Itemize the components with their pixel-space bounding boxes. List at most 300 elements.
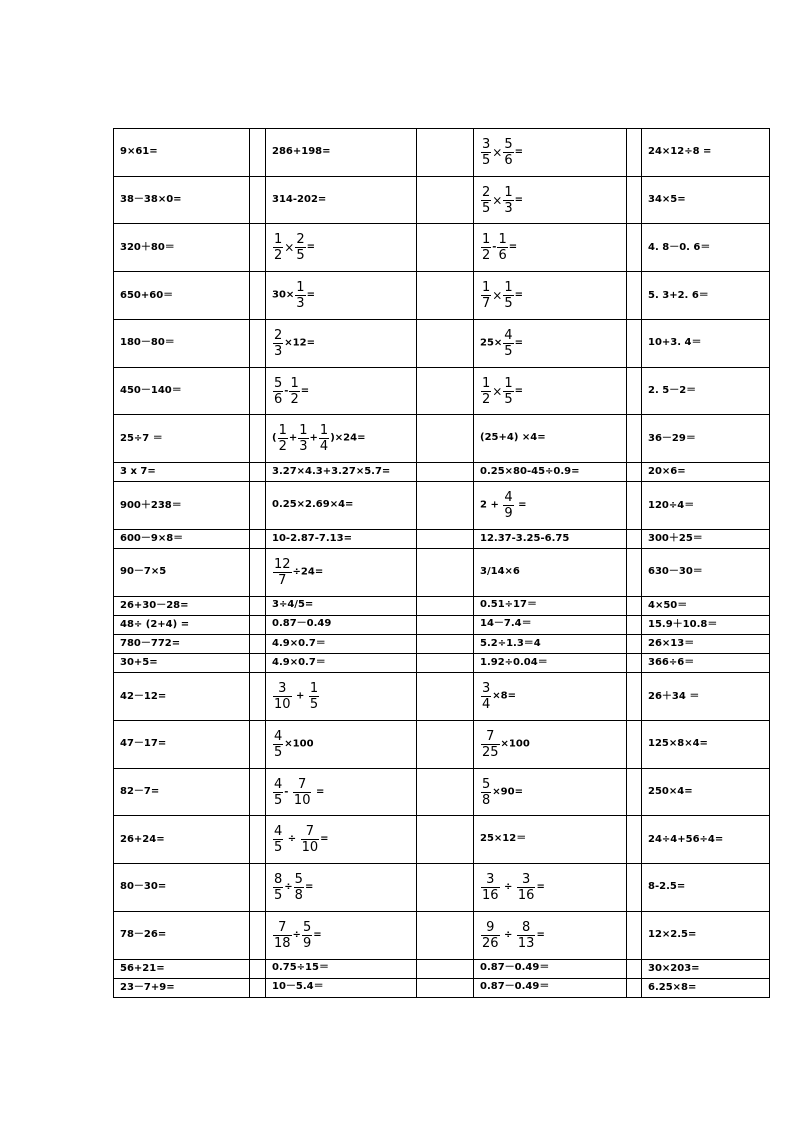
problem-col3: [474, 816, 627, 864]
problem-col2: [266, 654, 417, 673]
problem-col3: [474, 978, 627, 997]
problem-col4: 6.25×8=: [642, 978, 770, 997]
denominator: 5: [309, 697, 319, 713]
answer-gap-col3: [627, 319, 642, 367]
expression-text: 2 +: [480, 499, 503, 511]
numerator: 2: [296, 232, 305, 248]
answer-gap-col1: [250, 768, 266, 816]
denominator: 9: [504, 506, 513, 522]
numerator: 1: [482, 375, 491, 391]
problem-col2: [266, 816, 417, 864]
problem-col2: [266, 319, 417, 367]
table-row: [114, 615, 770, 634]
expression-text: 0.25×2.69×4=: [272, 499, 354, 511]
numerator: 4: [504, 327, 513, 343]
problem-col4: 366÷6＝: [642, 654, 770, 673]
denominator: 6: [504, 152, 513, 168]
expression-text: 0.87－0.49: [272, 618, 332, 630]
problem-col4: 15.9＋10.8＝: [642, 615, 770, 634]
answer-gap-col1: [250, 978, 266, 997]
numerator: 1: [504, 280, 513, 296]
problem-col1: 23－7+9=: [114, 978, 250, 997]
denominator: 5: [504, 343, 513, 359]
denominator: 6: [498, 248, 507, 264]
denominator: 10: [293, 792, 311, 808]
fraction: [481, 873, 500, 902]
numerator: 4: [274, 728, 283, 744]
arithmetic-worksheet-table: [113, 128, 770, 998]
denominator: 3: [504, 200, 513, 216]
expression-text: =: [313, 929, 322, 941]
numerator: 3: [481, 873, 500, 888]
problem-col2: [266, 596, 417, 615]
expression-text: 4.9×0.7＝: [272, 637, 326, 649]
problem-col4: 24×12÷8 =: [642, 129, 770, 177]
fraction: [301, 825, 320, 854]
problem-col4: 10+3. 4＝: [642, 319, 770, 367]
problem-col1: 47－17=: [114, 720, 250, 768]
numerator: 8: [517, 921, 536, 936]
table-row: [114, 463, 770, 482]
fraction: [517, 921, 536, 950]
problem-col2: [266, 768, 417, 816]
answer-gap-col1: [250, 367, 266, 415]
answer-gap-col2: [417, 978, 474, 997]
answer-gap-col3: [627, 864, 642, 912]
problem-col1: 48÷ (2+4) =: [114, 615, 250, 634]
denominator: 2: [274, 248, 283, 264]
expression-text: =: [536, 929, 545, 941]
fraction: [273, 825, 283, 854]
problem-col2: [266, 415, 417, 463]
answer-gap-col3: [627, 529, 642, 548]
answer-gap-col2: [417, 549, 474, 597]
answer-gap-col2: [417, 129, 474, 177]
expression-text: =: [508, 241, 518, 253]
answer-gap-col1: [250, 959, 266, 978]
fraction: [503, 281, 513, 310]
numerator: 3: [482, 681, 491, 697]
problem-col3: [474, 768, 627, 816]
answer-gap-col1: [250, 529, 266, 548]
answer-gap-col1: [250, 615, 266, 634]
numerator: 3: [482, 136, 491, 152]
fraction: [273, 558, 292, 587]
problem-col1: 42－12=: [114, 673, 250, 721]
fraction: [302, 921, 312, 950]
numerator: 12: [274, 556, 291, 572]
denominator: 13: [517, 935, 535, 951]
expression-text: =: [514, 289, 524, 301]
table-row: [114, 959, 770, 978]
fraction: [481, 281, 491, 310]
expression-text: 0.87－0.49＝: [480, 962, 550, 974]
table-row: [114, 673, 770, 721]
numerator: 8: [274, 871, 283, 887]
denominator: 18: [274, 935, 291, 951]
problem-col3: [474, 224, 627, 272]
numerator: 3: [273, 682, 292, 697]
problem-col1: 30+5=: [114, 654, 250, 673]
problem-col4: 630－30＝: [642, 549, 770, 597]
problem-col2: [266, 634, 417, 653]
fraction: [481, 233, 491, 262]
problem-col3: [474, 959, 627, 978]
answer-gap-col1: [250, 720, 266, 768]
expression-text: (: [272, 432, 277, 444]
problem-col4: 120÷4＝: [642, 482, 770, 530]
answer-gap-col2: [417, 673, 474, 721]
answer-gap-col2: [417, 615, 474, 634]
expression-text: ×: [492, 288, 503, 303]
answer-gap-col1: [250, 654, 266, 673]
problem-col1: 9×61=: [114, 129, 250, 177]
answer-gap-col2: [417, 720, 474, 768]
denominator: 4: [482, 697, 491, 713]
problem-col1: 650+60＝: [114, 272, 250, 320]
answer-gap-col3: [627, 176, 642, 224]
problem-col4: 20×6=: [642, 463, 770, 482]
fraction: [295, 233, 305, 262]
answer-gap-col1: [250, 482, 266, 530]
expression-text: 1.92÷0.04＝: [480, 656, 548, 668]
fraction: [503, 186, 513, 215]
answer-gap-col3: [627, 482, 642, 530]
answer-gap-col2: [417, 768, 474, 816]
problem-col3: [474, 654, 627, 673]
problem-col2: [266, 911, 417, 959]
problem-col4: 4. 8－0. 6＝: [642, 224, 770, 272]
numerator: 3: [517, 873, 536, 888]
answer-gap-col1: [250, 911, 266, 959]
answer-gap-col3: [627, 816, 642, 864]
expression-text: ×: [492, 193, 503, 208]
numerator: 1: [309, 681, 319, 697]
expression-text: ×100: [284, 738, 314, 750]
denominator: 7: [278, 572, 287, 588]
fraction: [481, 377, 491, 406]
expression-text: ×100: [500, 738, 530, 750]
answer-gap-col3: [627, 415, 642, 463]
fraction: [278, 424, 288, 453]
answer-gap-col2: [417, 463, 474, 482]
answer-gap-col3: [627, 720, 642, 768]
answer-gap-col2: [417, 596, 474, 615]
answer-gap-col2: [417, 654, 474, 673]
table-row: [114, 864, 770, 912]
table-row: [114, 768, 770, 816]
numerator: 5: [302, 919, 312, 935]
fraction: [273, 233, 283, 262]
fraction: [319, 424, 329, 453]
expression-text: 14－7.4＝: [480, 618, 532, 630]
answer-gap-col1: [250, 415, 266, 463]
denominator: 10: [274, 697, 291, 713]
numerator: 2: [274, 327, 283, 343]
table-row: [114, 720, 770, 768]
answer-gap-col3: [627, 129, 642, 177]
expression-text: 10－5.4＝: [272, 981, 324, 993]
problem-col2: [266, 482, 417, 530]
fraction: [481, 730, 500, 759]
expression-text: =: [300, 385, 310, 397]
table-row: [114, 415, 770, 463]
expression-text: 0.87－0.49＝: [480, 981, 550, 993]
numerator: 4: [504, 490, 513, 506]
expression-text: =: [514, 385, 524, 397]
problem-col4: 36－29＝: [642, 415, 770, 463]
expression-text: ÷24=: [292, 566, 324, 578]
answer-gap-col1: [250, 272, 266, 320]
numerator: 1: [498, 232, 507, 248]
denominator: 5: [274, 744, 283, 760]
numerator: 1: [504, 375, 513, 391]
expression-text: (25+4) ×4=: [480, 432, 546, 444]
fraction: [481, 778, 491, 807]
answer-gap-col3: [627, 978, 642, 997]
answer-gap-col3: [627, 367, 642, 415]
answer-gap-col1: [250, 864, 266, 912]
numerator: 7: [293, 778, 312, 793]
denominator: 8: [482, 792, 491, 808]
denominator: 6: [274, 391, 283, 407]
fraction: [503, 491, 513, 520]
problem-col1: 320＋80＝: [114, 224, 250, 272]
fraction: [481, 138, 491, 167]
problem-col1: 450－140＝: [114, 367, 250, 415]
answer-gap-col1: [250, 463, 266, 482]
denominator: 16: [482, 887, 499, 903]
problem-col2: [266, 224, 417, 272]
answer-gap-col3: [627, 463, 642, 482]
answer-gap-col1: [250, 176, 266, 224]
problem-col1: 90－7×5: [114, 549, 250, 597]
problem-col1: 26+30－28=: [114, 596, 250, 615]
expression-text: 25×12＝: [480, 833, 527, 845]
numerator: 1: [482, 280, 491, 296]
problem-col4: 5. 3+2. 6＝: [642, 272, 770, 320]
numerator: 1: [278, 423, 287, 439]
expression-text: +: [309, 432, 318, 444]
problem-col2: [266, 272, 417, 320]
answer-gap-col1: [250, 549, 266, 597]
fraction: [481, 186, 491, 215]
denominator: 25: [482, 744, 499, 760]
expression-text: =: [514, 194, 524, 206]
expression-text: -: [492, 241, 497, 253]
fraction: [273, 377, 283, 406]
numerator: 5: [482, 776, 491, 792]
problem-col4: 300＋25＝: [642, 529, 770, 548]
table-row: [114, 816, 770, 864]
denominator: 2: [278, 439, 287, 455]
answer-gap-col1: [250, 129, 266, 177]
problem-col1: 82－7=: [114, 768, 250, 816]
answer-gap-col2: [417, 911, 474, 959]
problem-col3: [474, 129, 627, 177]
answer-gap-col2: [417, 319, 474, 367]
expression-text: 3.27×4.3+3.27×5.7=: [272, 465, 391, 477]
expression-text: =: [514, 337, 523, 349]
denominator: 5: [274, 792, 283, 808]
expression-text: ×8=: [492, 690, 516, 702]
answer-gap-col1: [250, 596, 266, 615]
fraction: [273, 730, 283, 759]
problem-col2: [266, 129, 417, 177]
answer-gap-col2: [417, 864, 474, 912]
answer-gap-col1: [250, 224, 266, 272]
problem-col2: [266, 959, 417, 978]
numerator: 1: [290, 375, 299, 391]
expression-text: ×12=: [284, 337, 315, 349]
problem-col1: 180－80＝: [114, 319, 250, 367]
answer-gap-col2: [417, 634, 474, 653]
expression-text: ×: [492, 145, 503, 160]
problem-col4: 2. 5－2＝: [642, 367, 770, 415]
fraction: [481, 921, 500, 950]
expression-text: ÷: [500, 929, 516, 941]
problem-col1: 900＋238＝: [114, 482, 250, 530]
table-row: [114, 529, 770, 548]
fraction: [481, 682, 491, 711]
expression-text: -: [284, 786, 292, 797]
fraction: [309, 682, 319, 711]
fraction: [289, 377, 299, 406]
numerator: 1: [319, 423, 329, 439]
numerator: 7: [273, 921, 292, 936]
expression-text: +: [292, 690, 308, 702]
problem-col3: [474, 720, 627, 768]
problem-col2: [266, 463, 417, 482]
expression-text: ÷: [500, 881, 516, 893]
numerator: 5: [504, 136, 513, 152]
numerator: 1: [296, 280, 305, 296]
fraction: [294, 873, 304, 902]
problem-col4: 24÷4+56÷4=: [642, 816, 770, 864]
answer-gap-col2: [417, 367, 474, 415]
expression-text: ×: [284, 240, 295, 255]
answer-gap-col2: [417, 816, 474, 864]
fraction: [273, 778, 283, 807]
expression-text: -: [284, 385, 289, 397]
denominator: 26: [482, 935, 499, 951]
problem-col3: [474, 176, 627, 224]
answer-gap-col3: [627, 673, 642, 721]
denominator: 16: [517, 887, 535, 903]
table-row: [114, 911, 770, 959]
denominator: 9: [302, 935, 312, 951]
expression-text: 4.9×0.7＝: [272, 656, 326, 668]
problem-col3: [474, 596, 627, 615]
answer-gap-col1: [250, 816, 266, 864]
expression-text: =: [320, 833, 329, 845]
denominator: 3: [299, 439, 308, 455]
table-row: [114, 654, 770, 673]
problem-col4: 34×5=: [642, 176, 770, 224]
numerator: 4: [274, 776, 283, 792]
table-row: [114, 319, 770, 367]
numerator: 1: [299, 423, 308, 439]
numerator: 9: [481, 921, 500, 936]
problem-col1: 38－38×0=: [114, 176, 250, 224]
problem-col3: [474, 319, 627, 367]
problem-col1: 25÷7 ＝: [114, 415, 250, 463]
expression-text: 5.2÷1.3＝4: [480, 637, 541, 649]
denominator: 3: [296, 296, 305, 312]
problem-col1: 78－26=: [114, 911, 250, 959]
denominator: 5: [504, 391, 513, 407]
problem-col2: [266, 176, 417, 224]
answer-gap-col3: [627, 959, 642, 978]
fraction: [517, 873, 536, 902]
problem-col4: 26＋34 ＝: [642, 673, 770, 721]
expression-text: 10-2.87-7.13=: [272, 532, 352, 544]
expression-text: 3/14×6: [480, 565, 520, 577]
problem-col2: [266, 615, 417, 634]
answer-gap-col3: [627, 224, 642, 272]
problem-col3: [474, 911, 627, 959]
problem-col2: [266, 367, 417, 415]
expression-text: 314-202=: [272, 193, 327, 205]
problem-col4: 12×2.5=: [642, 911, 770, 959]
expression-text: ×90=: [492, 786, 523, 797]
expression-text: =: [536, 881, 545, 893]
numerator: 7: [481, 730, 500, 745]
denominator: 3: [274, 343, 283, 359]
problem-col4: 125×8×4=: [642, 720, 770, 768]
table-row: [114, 176, 770, 224]
table-row: [114, 272, 770, 320]
denominator: 4: [319, 439, 329, 455]
expression-text: 12.37-3.25-6.75: [480, 532, 570, 544]
numerator: 4: [274, 824, 283, 840]
answer-gap-col2: [417, 529, 474, 548]
problem-col2: [266, 978, 417, 997]
fraction: [503, 377, 513, 406]
fraction: [293, 778, 312, 807]
numerator: 7: [301, 825, 320, 840]
fraction: [503, 138, 513, 167]
answer-gap-col2: [417, 415, 474, 463]
problem-col2: [266, 549, 417, 597]
answer-gap-col3: [627, 634, 642, 653]
denominator: 5: [504, 296, 513, 312]
denominator: 5: [296, 248, 305, 264]
answer-gap-col3: [627, 654, 642, 673]
expression-text: 0.25×80-45÷0.9=: [480, 465, 580, 477]
answer-gap-col1: [250, 319, 266, 367]
table-row: [114, 129, 770, 177]
worksheet-body: [114, 129, 770, 998]
expression-text: =: [304, 881, 314, 893]
fraction: [273, 329, 283, 358]
table-row: [114, 978, 770, 997]
problem-col2: [266, 864, 417, 912]
answer-gap-col1: [250, 673, 266, 721]
expression-text: =: [312, 786, 325, 797]
fraction: [503, 329, 513, 358]
table-row: [114, 634, 770, 653]
problem-col1: 3 x 7=: [114, 463, 250, 482]
expression-text: 30×: [272, 289, 295, 301]
numerator: 1: [274, 232, 283, 248]
expression-text: 25×: [480, 337, 503, 349]
problem-col3: [474, 415, 627, 463]
expression-text: ×: [492, 384, 503, 399]
problem-col3: [474, 529, 627, 548]
problem-col3: [474, 549, 627, 597]
problem-col1: 26+24=: [114, 816, 250, 864]
